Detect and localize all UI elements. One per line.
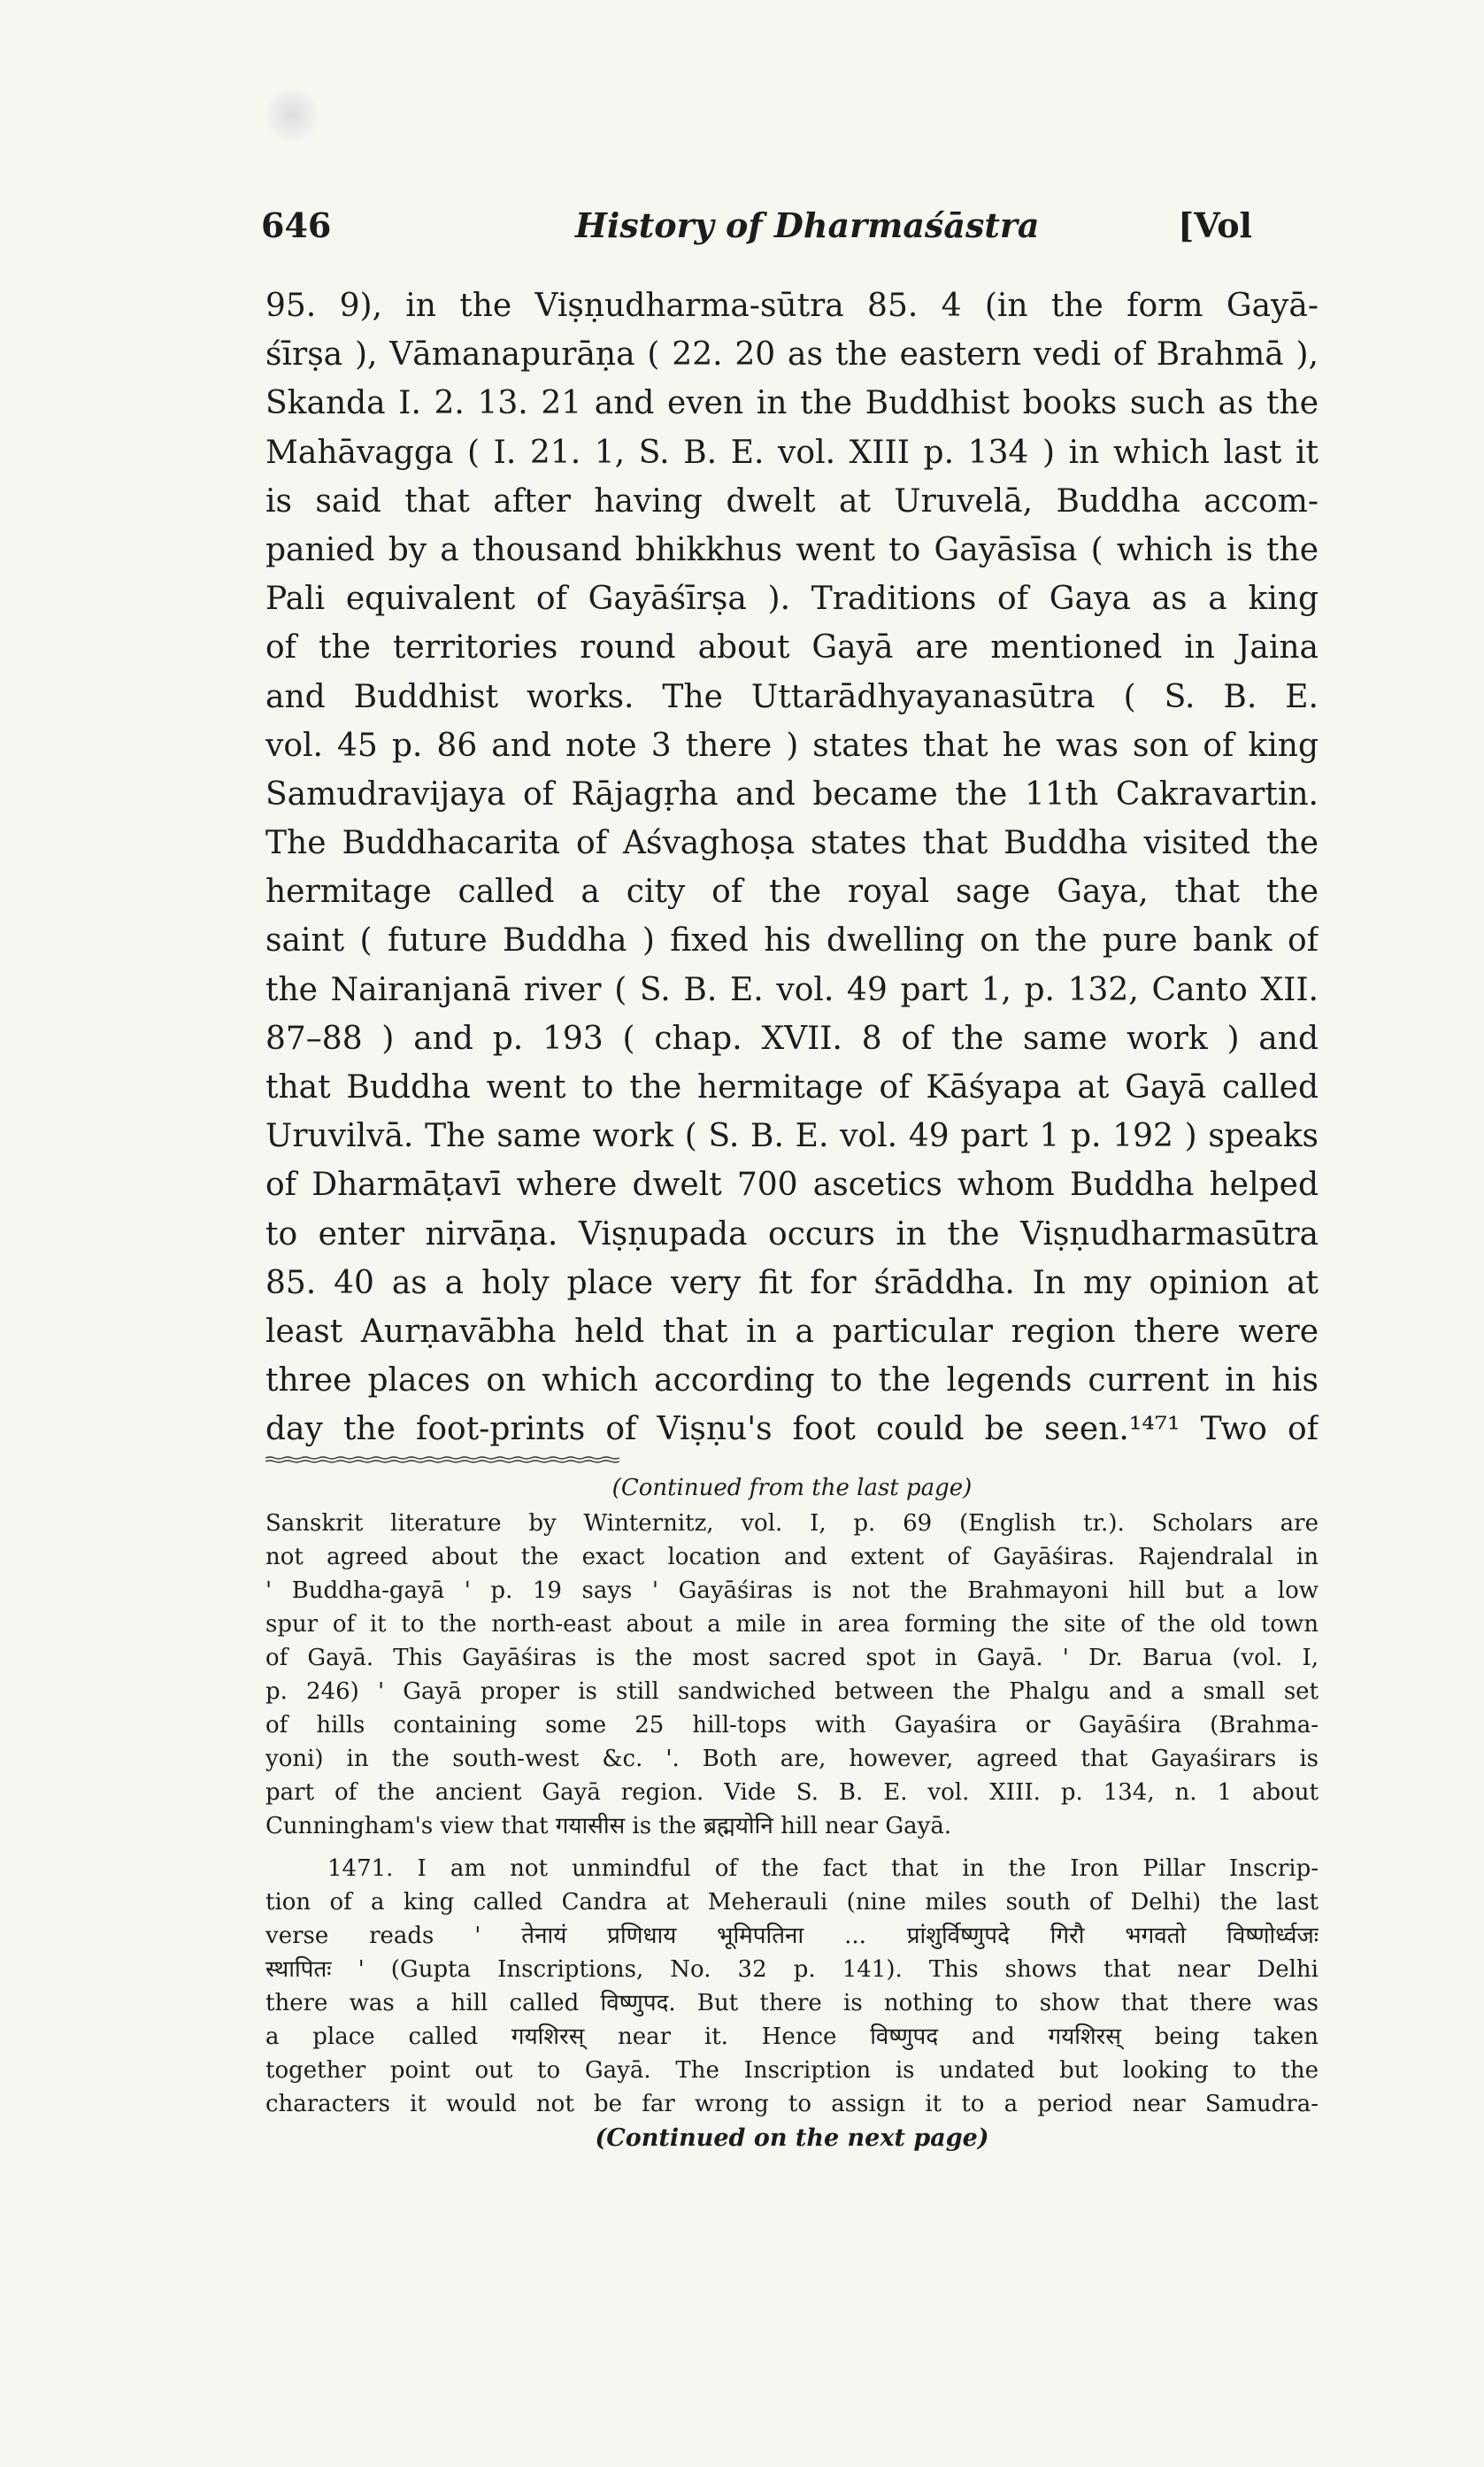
footnote-line: yoni) in the south-west &c. '. Both are, however, agreed that Gayaśirars is (265, 1746, 1319, 1772)
text-line: Mahāvagga ( I. 21. 1, S. B. E. vol. XIII p. 134 ) in which last it (265, 434, 1319, 471)
footnote-line: 1471. I am not unmindful of the fact that in the Iron Pillar Inscrip- (327, 1855, 1319, 1882)
text-line: śīrṣa ), Vāmanapurāṇa ( 22. 20 as the eastern vedi of Brahmā ), (265, 336, 1319, 374)
footnote-line: Cunningham's view that गयासीस is the ब्रह्मयोनि hill near Gayā. (265, 1813, 952, 1839)
footnote-line: there was a hill called विष्णुपद. But there is nothing to show that there was (265, 1990, 1319, 2016)
footnote-line: part of the ancient Gayā region. Vide S. B. E. vol. XIII. p. 134, n. 1 about (265, 1779, 1319, 1806)
text-line: Samudravijaya of Rājagṛha and became the 11th Cakravartin. (265, 775, 1319, 813)
text-line: Uruvilvā. The same work ( S. B. E. vol. 49 part 1 p. 192 ) speaks (265, 1118, 1319, 1155)
footnote-line: of Gayā. This Gayāśiras is the most sacred spot in Gayā. ' Dr. Barua (vol. I, (265, 1645, 1319, 1671)
footnote-line: together point out to Gayā. The Inscription is undated but looking to the (265, 2057, 1319, 2084)
text-line: that Buddha went to the hermitage of Kāśyapa at Gayā called (265, 1069, 1319, 1106)
text-line: day the foot-prints of Viṣṇu's foot could be seen.¹⁴⁷¹ Two of (265, 1411, 1319, 1448)
footnotes (265, 1469, 1319, 2156)
text-line: to enter nirvāṇa. Viṣṇupada occurs in the Viṣṇudharmasūtra (265, 1215, 1319, 1253)
footnote-line: not agreed about the exact location and extent of Gayāśiras. Rajendralal in (265, 1544, 1319, 1570)
footnote-line: स्थापितः ' (Gupta Inscriptions, No. 32 p. 141). This shows that near Delhi (265, 1956, 1319, 1983)
footnote-separator-rule (265, 1456, 619, 1463)
footnote-gap (265, 1843, 1319, 1852)
text-line: Pali equivalent of Gayāśīrṣa ). Traditions of Gaya as a king (265, 581, 1319, 618)
footnote-line: p. 246) ' Gayā proper is still sandwiched between the Phalgu and a small set (265, 1678, 1319, 1705)
text-line: of the territories round about Gayā are mentioned in Jaina (265, 629, 1319, 667)
footnote-line: a place called गयशिरस् near it. Hence विष्णुपद and गयशिरस् being taken (265, 2024, 1319, 2050)
footnote-line: of hills containing some 25 hill-tops with Gayaśira or Gayāśira (Brahma- (265, 1712, 1319, 1738)
text-line: 87–88 ) and p. 193 ( chap. XVII. 8 of the same work ) and (265, 1020, 1319, 1057)
text-line: and Buddhist works. The Uttarādhyayanasūtra ( S. B. E. (265, 678, 1319, 715)
footnote-line: verse reads ' तेनायं प्रणिधाय भूमिपतिना ... प्रांशुर्विष्णुपदे गिरौ भगवतो विष्णोर्ध्वजः (265, 1923, 1319, 1949)
text-line: hermitage called a city of the royal sage Gaya, that the (265, 874, 1319, 911)
footnote-line: ' Buddha-gayā ' p. 19 says ' Gayāśiras is not the Brahmayoni hill but a low (265, 1577, 1319, 1604)
main-text (265, 281, 1319, 1454)
footnote-line: tion of a king called Candra at Meherauli (nine miles south of Delhi) the last (265, 1889, 1319, 1916)
footnote-line: characters it would not be far wrong to assign it to a period near Samudra- (265, 2091, 1319, 2117)
text-line: 95. 9), in the Viṣṇudharma-sūtra 85. 4 (in the form Gayā- (265, 288, 1319, 324)
footnote-line: spur of it to the north-east about a mile in area forming the site of the old town (265, 1611, 1319, 1638)
text-line: vol. 45 p. 86 and note 3 there ) states that he was son of king (265, 727, 1319, 764)
page-number: 646 (261, 205, 332, 245)
text-line: The Buddhacarita of Aśvaghoṣa states that Buddha visited the (265, 825, 1319, 862)
volume-mark: [Vol (1178, 205, 1252, 245)
continued-next-label: (Continued on the next page) (595, 2124, 989, 2152)
text-line: least Aurṇavābha held that in a particular region there were (265, 1313, 1319, 1350)
footnote-line: Sanskrit literature by Winternitz, vol. I, p. 69 (English tr.). Scholars are (265, 1510, 1319, 1537)
text-line: the Nairanjanā river ( S. B. E. vol. 49 part 1, p. 132, Canto XII. (265, 971, 1319, 1008)
text-line: saint ( future Buddha ) fixed his dwelling on the pure bank of (265, 922, 1319, 960)
ink-smudge (265, 89, 319, 142)
text-line: is said that after having dwelt at Uruvelā, Buddha accom- (265, 482, 1319, 520)
running-title: History of Dharmaśāstra (575, 205, 1040, 245)
text-line: Skanda I. 2. 13. 21 and even in the Buddhist books such as the (265, 385, 1319, 422)
text-line: three places on which according to the legends current in his (265, 1362, 1319, 1399)
text-line: panied by a thousand bhikkhus went to Gayāsīsa ( which is the (265, 531, 1319, 568)
text-line: of Dharmāṭavī where dwelt 700 ascetics whom Buddha helped (265, 1167, 1319, 1204)
page-header (261, 205, 1252, 258)
text-line: 85. 40 as a holy place very fit for śrāddha. In my opinion at (265, 1264, 1319, 1301)
continued-from-label: (Continued from the last page) (611, 1475, 973, 1501)
